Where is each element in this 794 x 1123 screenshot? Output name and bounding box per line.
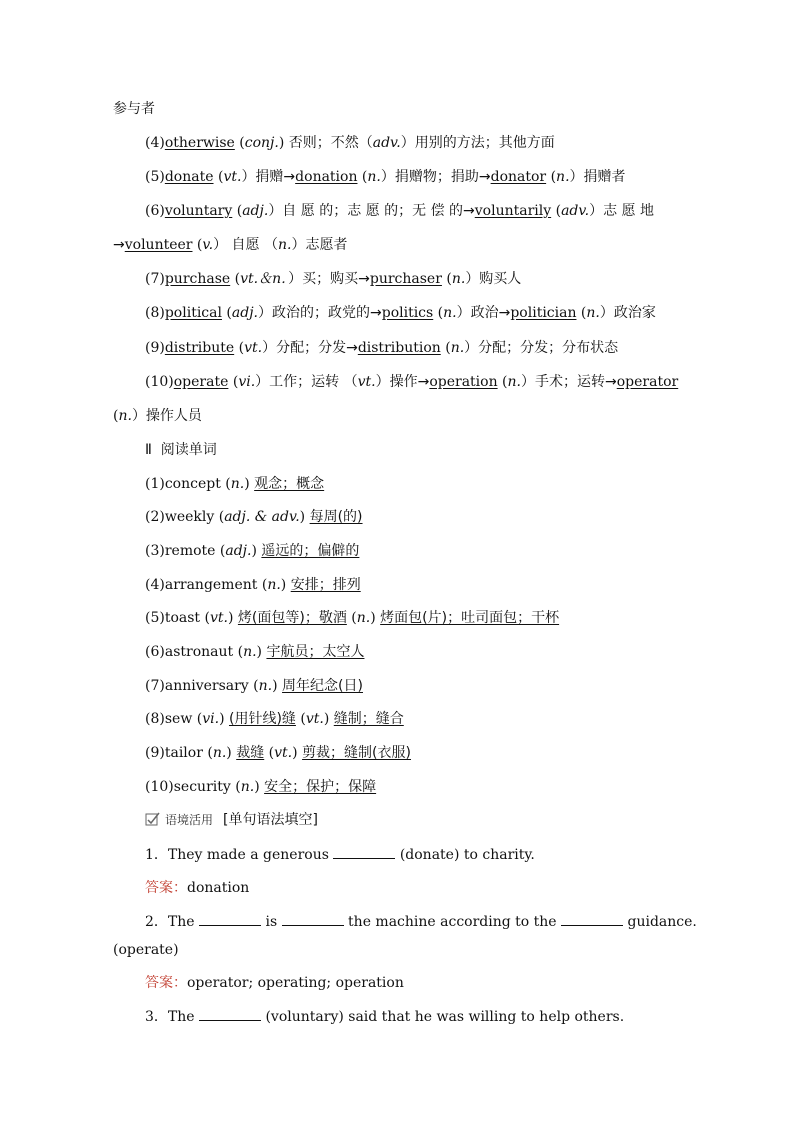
reading-word-item: (1)concept (n.) 观念；概念 — [145, 476, 325, 492]
vocab-item-6: (6)voluntary (adj.）自 愿 的；志 愿 的；无 偿 的→voluntarily (adv.）志 愿 地 — [145, 203, 654, 219]
answer-blank — [199, 1006, 261, 1021]
question-3: 3．The (voluntary) said that he was willing to help others. — [145, 1006, 624, 1027]
reading-word-item: (5)toast (vt.) 烤(面包等)；敬酒 (n.) 烤面包(片)；吐司面包；干杯 — [145, 610, 560, 626]
reading-word-item: (9)tailor (n.) 裁缝 (vt.) 剪裁；缝制(衣服) — [145, 745, 411, 761]
vocab-item-8: (8)political (adj.）政治的；政党的→politics (n.）政治→politician (n.）政治家 — [145, 305, 656, 321]
reading-word-item: (2)weekly (adj. & adv.) 每周(的) — [145, 509, 363, 525]
question-2: 2．The is the machine according to the guidance. — [145, 911, 697, 932]
section-heading: Ⅱ 阅读单词 — [145, 442, 217, 458]
vocab-item-10: (10)operate (vi.）工作；运转 （vt.）操作→operation (n.）手术；运转→operator — [145, 374, 679, 390]
reading-word-item: (3)remote (adj.) 遥远的；偏僻的 — [145, 543, 360, 559]
reading-word-item: (6)astronaut (n.) 宇航员；太空人 — [145, 644, 365, 660]
answer-2: 答案：operator; operating; operation — [145, 975, 404, 991]
reading-word-item: (10)security (n.) 安全；保护；保障 — [145, 779, 377, 795]
answer-blank — [282, 911, 344, 926]
question-1: 1．They made a generous (donate) to charity. — [145, 844, 535, 865]
checkbox-pencil-icon — [145, 812, 161, 826]
vocab-item-5: (5)donate (vt.）捐赠→donation (n.）捐赠物；捐助→donator (n.）捐赠者 — [145, 169, 626, 185]
reading-word-item: (7)anniversary (n.) 周年纪念(日) — [145, 678, 363, 694]
vocab-item-4: (4)otherwise (conj.) 否则；不然（adv.）用别的方法；其他方面 — [145, 135, 555, 151]
answer-blank — [561, 911, 623, 926]
answer-blank — [199, 911, 261, 926]
vocab-item-7: (7)purchase (vt.＆n．）买；购买→purchaser (n.）购买人 — [145, 271, 522, 287]
continued-text: 参与者 — [113, 101, 155, 117]
context-heading: 语境活用 [单句语法填空] — [145, 810, 318, 830]
vocab-item-10-cont: (n.）操作人员 — [113, 408, 202, 424]
vocab-item-9: (9)distribute (vt.）分配；分发→distribution (n.）分配；分发；分布状态 — [145, 340, 619, 356]
reading-word-item: (8)sew (vi.) (用针线)缝 (vt.) 缝制；缝合 — [145, 711, 404, 727]
answer-blank — [333, 844, 395, 859]
reading-word-item: (4)arrangement (n.) 安排；排列 — [145, 577, 361, 593]
answer-1: 答案：donation — [145, 880, 250, 896]
question-2-cont: (operate) — [113, 942, 179, 958]
vocab-item-6-cont: →volunteer (v.） 自愿 （n.）志愿者 — [113, 237, 348, 253]
